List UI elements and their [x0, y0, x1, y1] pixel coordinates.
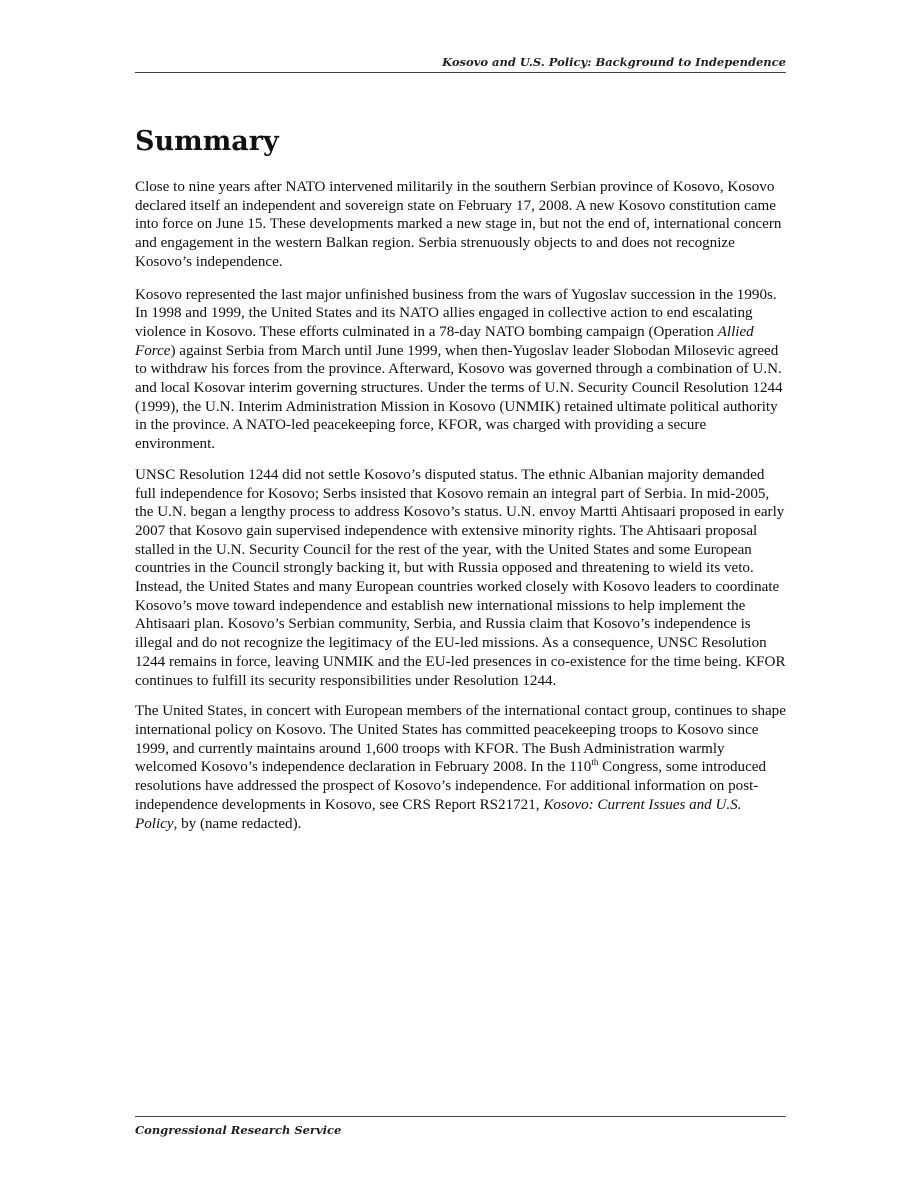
ordinal-suffix: th — [591, 757, 599, 768]
paragraph-4-text-a: The United States, in concert with European members of the international contact group, continues to shape international policy on Kosovo. The United States has committed peacekeeping troops to Kosovo since 1999, and currently maintains around 1,600 troops with KFOR. The Bush Administration warmly welcomed Kosovo’s independence declaration in February 2008. In the 110 — [135, 703, 786, 776]
paragraph-2 — [135, 286, 786, 454]
paragraph-3: UNSC Resolution 1244 did not settle Kosovo’s disputed status. The ethnic Albanian majority demanded full independence for Kosovo; Serbs insisted that Kosovo remain an integral part of Serbia. In mid-2005, the U.N. began a lengthy process to address Kosovo’s status. U.N. envoy Martti Ahtisaari proposed in early 2007 that Kosovo gain supervised independence with extensive minority rights. The Ahtisaari proposal stalled in the U.N. Security Council for the rest of the year, with the United States and some European countries in the Council strongly backing it, but with Russia opposed and threatening to wield its veto. Instead, the United States and many European countries worked closely with Kosovo leaders to coordinate Kosovo’s move toward independence and establish new international missions to help implement the Ahtisaari plan. Kosovo’s Serbian community, Serbia, and Russia claim that Kosovo’s independence is illegal and do not recognize the legitimacy of the EU-led missions. As a consequence, UNSC Resolution 1244 remains in force, leaving UNMIK and the EU-led presences in co-existence for the time being. KFOR continues to fulfill its security responsibilities under Resolution 1244. — [135, 466, 786, 689]
running-footer: Congressional Research Service — [135, 1116, 786, 1139]
paragraph-4-text-b: Congress, some introduced resolutions have addressed the prospect of Kosovo’s independence. For additional information on post-independence developments in Kosovo, see CRS Report RS21721, — [135, 759, 767, 813]
paragraph-1: Close to nine years after NATO intervened militarily in the southern Serbian province of Kosovo, Kosovo declared itself an independent and sovereign state on February 17, 2008. A new Kosovo constitution came into force on June 15. These developments marked a new stage in, but not the end of, international concern and engagement in the western Balkan region. Serbia strenuously objects to and does not recognize Kosovo’s independence. — [135, 179, 782, 270]
report-title: Kosovo: Current Issues and U.S. Policy — [135, 796, 742, 832]
summary-body — [135, 178, 786, 847]
paragraph-2-text-b: ) against Serbia from March until June 1999, when then-Yugoslav leader Slobodan Milosevic agreed to withdraw his forces from the province. Afterward, Kosovo was governed through a combination of U.N. and local Kosovar interim governing structures. Under the terms of U.N. Security Council Resolution 1244 (1999), the U.N. Interim Administration Mission in Kosovo (UNMIK) retained ultimate political authority in the province. A NATO-led peacekeeping force, KFOR, was charged with providing a secure environment. — [135, 342, 783, 453]
paragraph-2-text-a: Kosovo represented the last major unfinished business from the wars of Yugoslav succession in the 1990s. In 1998 and 1999, the United States and its NATO allies engaged in collective action to end escalating violence in Kosovo. These efforts culminated in a 78-day NATO bombing campaign (Operation — [135, 286, 777, 340]
section-heading: Summary — [135, 126, 279, 157]
running-header: Kosovo and U.S. Policy: Background to Independence — [135, 52, 786, 73]
operation-name: Allied Force — [135, 323, 754, 359]
paragraph-4 — [135, 702, 786, 833]
paragraph-4-text-c: , by (name redacted). — [173, 815, 302, 832]
